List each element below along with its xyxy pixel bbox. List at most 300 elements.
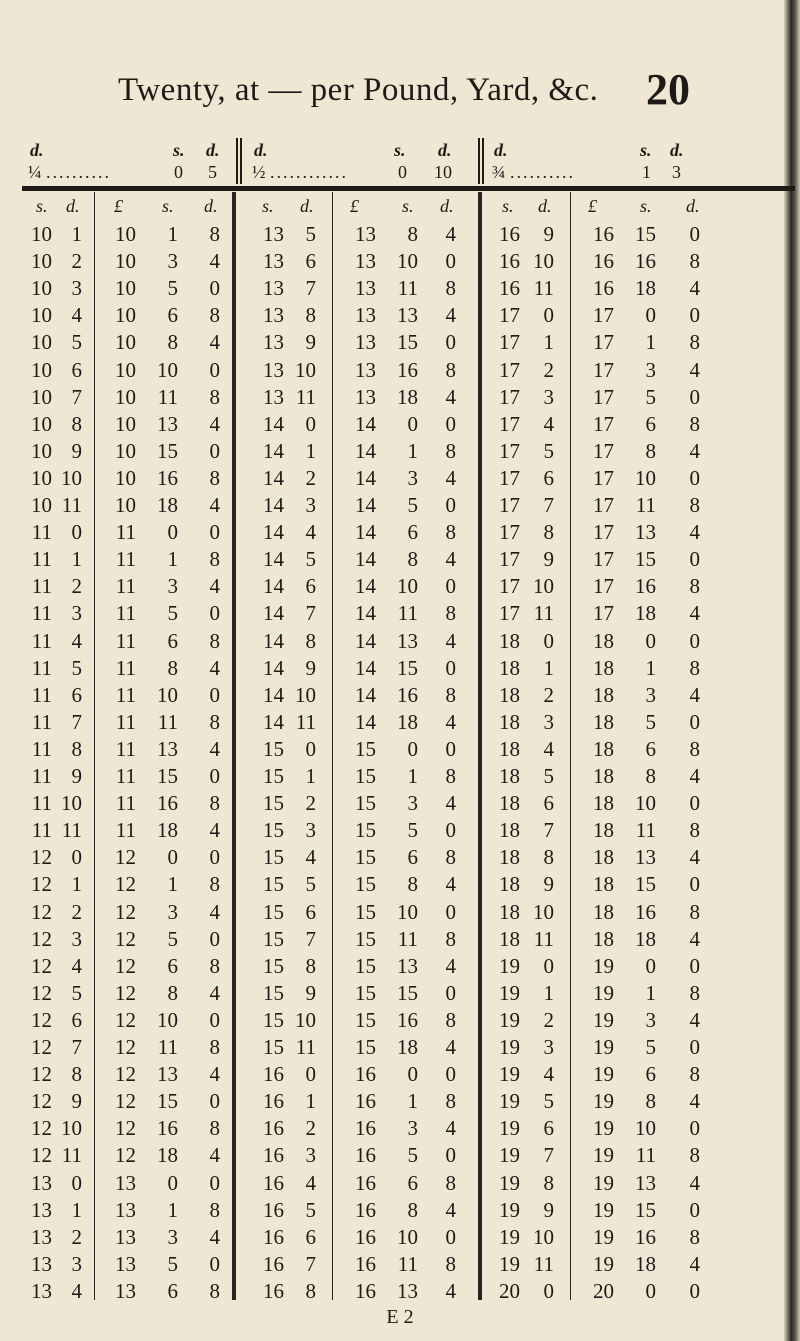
cell-s2: 8 [645, 1089, 656, 1114]
cell-d: 10 [295, 1007, 316, 1032]
column-rule [570, 192, 571, 1300]
cell-s2: 1 [407, 438, 418, 463]
cell-d: 11 [61, 493, 82, 517]
cell-s2: 18 [397, 384, 418, 409]
cell-s2: 5 [407, 493, 418, 517]
cell-pound: 12 [115, 1089, 136, 1114]
cell-pound: 16 [355, 1197, 376, 1222]
cell-s: 16 [263, 1224, 284, 1249]
cell-d: 8 [543, 845, 554, 870]
cell-s2: 18 [397, 1035, 418, 1059]
cell-s: 19 [499, 1224, 520, 1249]
cell-s2: 11 [397, 601, 418, 626]
cell-s: 17 [499, 384, 520, 409]
cell-pound: 14 [355, 628, 376, 653]
cell-s2: 3 [407, 791, 418, 816]
cell-s2: 8 [645, 438, 656, 463]
col-head-s: s. [502, 196, 514, 216]
cell-s: 12 [31, 1062, 52, 1087]
cell-pound: 12 [115, 1143, 136, 1168]
cell-d2: 0 [445, 493, 456, 517]
cell-pound: 13 [355, 357, 376, 382]
cell-s2: 18 [635, 1251, 656, 1276]
cell-pound: 16 [355, 1278, 376, 1303]
cell-d2: 0 [689, 709, 700, 734]
cell-d2: 4 [209, 249, 220, 274]
cell-d2: 8 [445, 1007, 456, 1032]
cell-d2: 4 [445, 1116, 456, 1141]
cell-d2: 0 [689, 872, 700, 897]
cell-s: 18 [499, 709, 520, 734]
cell-d2: 8 [689, 411, 700, 436]
cell-d2: 8 [209, 1278, 220, 1303]
cell-s: 14 [263, 682, 284, 707]
cell-d2: 0 [445, 1062, 456, 1087]
cell-s: 17 [499, 493, 520, 517]
cell-s2: 6 [407, 520, 418, 545]
cell-d2: 0 [689, 465, 700, 490]
block-divider [232, 192, 236, 1300]
cell-d: 4 [543, 736, 554, 761]
cell-pound: 10 [115, 249, 136, 274]
cell-s: 12 [31, 1089, 52, 1114]
cell-d2: 0 [689, 222, 700, 246]
cell-pound: 16 [593, 222, 614, 246]
cell-s: 17 [499, 357, 520, 382]
cell-s2: 0 [645, 1278, 656, 1303]
cell-pound: 19 [593, 1116, 614, 1141]
cell-d2: 4 [689, 682, 700, 707]
cell-pound: 16 [593, 276, 614, 301]
cell-pound: 18 [593, 655, 614, 680]
cell-d: 6 [305, 574, 316, 599]
cell-d2: 4 [445, 1278, 456, 1303]
cell-d: 7 [71, 1035, 82, 1059]
column-rule [94, 192, 95, 1300]
cell-d: 6 [305, 249, 316, 274]
cell-s: 17 [499, 411, 520, 436]
cell-d: 7 [71, 384, 82, 409]
cell-pound: 15 [355, 1035, 376, 1059]
cell-s: 11 [31, 736, 52, 761]
cell-s2: 13 [397, 303, 418, 328]
cell-pound: 15 [355, 1007, 376, 1032]
cell-d: 3 [305, 493, 316, 517]
cell-s: 20 [499, 1278, 520, 1303]
col-head-d2: d. [686, 196, 700, 216]
cell-s2: 3 [407, 465, 418, 490]
cell-s: 18 [499, 736, 520, 761]
cell-s: 10 [31, 493, 52, 517]
cell-s2: 8 [407, 547, 418, 572]
cell-s: 11 [31, 655, 52, 680]
cell-d: 6 [305, 1224, 316, 1249]
cell-s: 15 [263, 764, 284, 788]
col-head-pound: £ [350, 196, 359, 216]
col-head-d: d. [66, 196, 80, 216]
cell-pound: 10 [115, 357, 136, 382]
cell-pound: 15 [355, 818, 376, 843]
cell-d: 8 [305, 303, 316, 328]
cell-d: 5 [543, 1089, 554, 1114]
cell-d: 0 [71, 1170, 82, 1195]
cell-d: 2 [305, 1116, 316, 1141]
cell-d2: 8 [209, 222, 220, 246]
cell-s: 11 [31, 628, 52, 653]
cell-d2: 0 [209, 1007, 220, 1032]
cell-pound: 16 [355, 1251, 376, 1276]
cell-d: 5 [71, 330, 82, 355]
cell-s: 14 [263, 709, 284, 734]
cell-d2: 0 [445, 655, 456, 680]
cell-s: 14 [263, 574, 284, 599]
cell-pound: 14 [355, 465, 376, 490]
cell-pound: 13 [355, 303, 376, 328]
cell-pound: 19 [593, 1143, 614, 1168]
rate-divider [478, 138, 480, 184]
cell-s2: 11 [635, 818, 656, 843]
cell-d2: 0 [445, 1224, 456, 1249]
cell-d: 9 [71, 1089, 82, 1114]
cell-d: 7 [543, 493, 554, 517]
cell-s: 10 [31, 330, 52, 355]
cell-s: 12 [31, 899, 52, 924]
col-head-s2: s. [640, 196, 652, 216]
cell-s: 11 [31, 574, 52, 599]
cell-s2: 13 [397, 1278, 418, 1303]
cell-s2: 1 [407, 1089, 418, 1114]
cell-s: 16 [263, 1089, 284, 1114]
cell-d2: 8 [445, 682, 456, 707]
cell-s: 10 [31, 384, 52, 409]
cell-s2: 5 [167, 1251, 178, 1276]
cell-s2: 15 [157, 764, 178, 788]
cell-s2: 5 [645, 1035, 656, 1059]
cell-pound: 18 [593, 791, 614, 816]
cell-s: 11 [31, 764, 52, 788]
cell-pound: 18 [593, 764, 614, 788]
col-head-d2: d. [440, 196, 454, 216]
cell-d2: 4 [445, 791, 456, 816]
cell-d2: 8 [445, 926, 456, 951]
cell-pound: 19 [593, 953, 614, 978]
cell-s2: 11 [397, 276, 418, 301]
cell-d2: 8 [209, 1116, 220, 1141]
cell-s: 18 [499, 845, 520, 870]
cell-d: 1 [543, 980, 554, 1005]
cell-s: 19 [499, 980, 520, 1005]
cell-s: 15 [263, 791, 284, 816]
cell-s: 10 [31, 438, 52, 463]
cell-s: 19 [499, 1251, 520, 1276]
cell-s2: 5 [167, 276, 178, 301]
cell-s2: 8 [407, 222, 418, 246]
col-head-s2: s. [402, 196, 414, 216]
cell-s2: 0 [407, 736, 418, 761]
cell-s: 12 [31, 1116, 52, 1141]
cell-pound: 17 [593, 438, 614, 463]
cell-d: 11 [295, 709, 316, 734]
cell-d2: 4 [689, 357, 700, 382]
cell-pound: 10 [115, 330, 136, 355]
cell-d2: 4 [209, 574, 220, 599]
cell-d: 0 [543, 303, 554, 328]
cell-d: 8 [543, 520, 554, 545]
cell-s: 16 [263, 1062, 284, 1087]
cell-s: 13 [263, 357, 284, 382]
cell-s2: 10 [397, 574, 418, 599]
cell-d: 9 [543, 547, 554, 572]
cell-s: 18 [499, 682, 520, 707]
cell-s2: 16 [397, 1007, 418, 1032]
cell-d2: 4 [689, 438, 700, 463]
cell-pound: 17 [593, 601, 614, 626]
cell-d2: 4 [209, 899, 220, 924]
cell-d2: 4 [445, 222, 456, 246]
cell-pound: 10 [115, 276, 136, 301]
cell-d2: 0 [209, 1089, 220, 1114]
rate-value-s: 0 [174, 162, 183, 182]
cell-d: 5 [543, 438, 554, 463]
cell-s2: 13 [157, 1062, 178, 1087]
cell-pound: 14 [355, 601, 376, 626]
cell-d2: 4 [445, 1035, 456, 1059]
cell-d2: 4 [445, 303, 456, 328]
cell-pound: 17 [593, 384, 614, 409]
cell-d: 6 [305, 899, 316, 924]
cell-s: 13 [31, 1278, 52, 1303]
cell-s: 11 [31, 520, 52, 545]
rate-leader: .......... [510, 162, 575, 182]
col-head-pound: £ [588, 196, 597, 216]
cell-d: 4 [543, 411, 554, 436]
cell-s2: 11 [635, 1143, 656, 1168]
cell-pound: 14 [355, 438, 376, 463]
rate-label-d: d. [494, 140, 508, 160]
cell-s: 11 [31, 709, 52, 734]
col-head-d: d. [300, 196, 314, 216]
cell-pound: 14 [355, 682, 376, 707]
page-header [0, 65, 790, 120]
cell-s2: 1 [167, 222, 178, 246]
rate-quarter [26, 136, 234, 186]
cell-d: 10 [61, 1116, 82, 1141]
cell-s2: 16 [157, 1116, 178, 1141]
cell-pound: 18 [593, 899, 614, 924]
cell-pound: 15 [355, 953, 376, 978]
cell-s2: 5 [407, 818, 418, 843]
cell-pound: 14 [355, 574, 376, 599]
cell-d2: 4 [689, 520, 700, 545]
cell-pound: 19 [593, 1197, 614, 1222]
cell-s2: 6 [167, 1278, 178, 1303]
cell-s: 11 [31, 791, 52, 816]
cell-d: 2 [543, 682, 554, 707]
cell-s2: 10 [635, 791, 656, 816]
cell-d: 0 [71, 845, 82, 870]
cell-d: 10 [61, 791, 82, 816]
cell-d: 1 [71, 872, 82, 897]
cell-pound: 16 [355, 1143, 376, 1168]
cell-d2: 8 [209, 953, 220, 978]
cell-d2: 8 [445, 1251, 456, 1276]
cell-pound: 11 [115, 736, 136, 761]
signature-mark: E 2 [386, 1306, 414, 1328]
cell-d2: 0 [209, 845, 220, 870]
cell-s2: 13 [157, 736, 178, 761]
cell-d2: 8 [689, 574, 700, 599]
cell-d2: 8 [209, 547, 220, 572]
cell-s: 14 [263, 493, 284, 517]
cell-d2: 4 [689, 764, 700, 788]
cell-d2: 8 [689, 493, 700, 517]
cell-d: 11 [61, 818, 82, 843]
cell-d2: 4 [689, 1251, 700, 1276]
cell-s2: 11 [157, 384, 178, 409]
cell-d2: 8 [689, 330, 700, 355]
cell-s2: 5 [407, 1143, 418, 1168]
cell-s2: 0 [167, 1170, 178, 1195]
cell-s2: 5 [645, 709, 656, 734]
cell-pound: 17 [593, 357, 614, 382]
cell-s2: 16 [635, 249, 656, 274]
cell-d2: 0 [445, 411, 456, 436]
cell-pound: 12 [115, 899, 136, 924]
cell-d: 4 [543, 1062, 554, 1087]
cell-pound: 19 [593, 1089, 614, 1114]
cell-pound: 12 [115, 926, 136, 951]
cell-s: 16 [499, 249, 520, 274]
cell-d: 10 [533, 249, 554, 274]
cell-d2: 4 [209, 818, 220, 843]
cell-s2: 3 [167, 249, 178, 274]
cell-s: 14 [263, 411, 284, 436]
rate-label-d2: d. [206, 140, 220, 160]
cell-pound: 13 [115, 1224, 136, 1249]
cell-s2: 0 [645, 303, 656, 328]
cell-s2: 15 [635, 1197, 656, 1222]
cell-s: 13 [31, 1197, 52, 1222]
cell-pound: 12 [115, 1062, 136, 1087]
cell-s: 18 [499, 899, 520, 924]
cell-s2: 0 [407, 1062, 418, 1087]
cell-d2: 8 [209, 384, 220, 409]
cell-d: 9 [305, 980, 316, 1005]
rate-value-s: 1 [642, 162, 651, 182]
cell-pound: 13 [355, 330, 376, 355]
cell-pound: 16 [593, 249, 614, 274]
cell-d2: 8 [445, 1170, 456, 1195]
cell-pound: 11 [115, 709, 136, 734]
cell-s2: 16 [397, 357, 418, 382]
cell-d2: 4 [689, 1007, 700, 1032]
cell-d2: 0 [209, 276, 220, 301]
cell-d2: 0 [445, 1143, 456, 1168]
cell-pound: 13 [115, 1251, 136, 1276]
rate-label-s: s. [173, 140, 185, 160]
cell-s2: 10 [157, 357, 178, 382]
cell-s2: 8 [407, 872, 418, 897]
cell-s2: 10 [635, 1116, 656, 1141]
cell-d: 9 [71, 438, 82, 463]
cell-d: 3 [71, 1251, 82, 1276]
cell-pound: 11 [115, 520, 136, 545]
cell-d2: 4 [209, 736, 220, 761]
cell-s2: 10 [157, 1007, 178, 1032]
cell-d2: 8 [209, 303, 220, 328]
cell-pound: 10 [115, 303, 136, 328]
cell-d: 3 [543, 384, 554, 409]
cell-d2: 8 [689, 1062, 700, 1087]
cell-s: 12 [31, 1035, 52, 1059]
cell-d2: 0 [209, 520, 220, 545]
cell-s: 16 [263, 1197, 284, 1222]
cell-pound: 15 [355, 845, 376, 870]
cell-d: 9 [543, 222, 554, 246]
cell-d: 1 [305, 438, 316, 463]
cell-pound: 19 [593, 1007, 614, 1032]
cell-s2: 8 [645, 764, 656, 788]
cell-pound: 10 [115, 411, 136, 436]
cell-s2: 13 [397, 628, 418, 653]
cell-s2: 1 [167, 1197, 178, 1222]
col-head-s: s. [262, 196, 274, 216]
cell-d2: 4 [689, 1170, 700, 1195]
cell-s: 16 [263, 1116, 284, 1141]
cell-d2: 4 [209, 655, 220, 680]
cell-d2: 4 [209, 411, 220, 436]
cell-d2: 4 [209, 1062, 220, 1087]
cell-pound: 18 [593, 736, 614, 761]
cell-d2: 4 [445, 953, 456, 978]
cell-d: 5 [71, 980, 82, 1005]
cell-s2: 8 [167, 655, 178, 680]
cell-s: 14 [263, 547, 284, 572]
cell-s: 16 [263, 1251, 284, 1276]
cell-s2: 3 [407, 1116, 418, 1141]
cell-s2: 6 [167, 303, 178, 328]
cell-s: 11 [31, 682, 52, 707]
cell-d2: 0 [445, 818, 456, 843]
cell-pound: 17 [593, 574, 614, 599]
cell-d: 7 [543, 818, 554, 843]
cell-d2: 4 [689, 845, 700, 870]
cell-d: 6 [543, 465, 554, 490]
cell-pound: 11 [115, 601, 136, 626]
cell-d: 1 [71, 547, 82, 572]
cell-s2: 8 [407, 1197, 418, 1222]
cell-s: 15 [263, 926, 284, 951]
cell-s: 18 [499, 628, 520, 653]
cell-d: 7 [305, 601, 316, 626]
cell-d: 8 [543, 1170, 554, 1195]
cell-pound: 12 [115, 845, 136, 870]
cell-pound: 15 [355, 926, 376, 951]
cell-d: 5 [305, 1197, 316, 1222]
cell-s2: 5 [167, 601, 178, 626]
cell-pound: 15 [355, 791, 376, 816]
cell-s2: 1 [407, 764, 418, 788]
cell-d: 5 [71, 655, 82, 680]
cell-pound: 14 [355, 520, 376, 545]
cell-s: 17 [499, 303, 520, 328]
cell-s: 13 [31, 1170, 52, 1195]
cell-pound: 14 [355, 411, 376, 436]
rate-value-d: 10 [434, 162, 452, 182]
cell-pound: 12 [115, 1007, 136, 1032]
cell-s2: 6 [645, 411, 656, 436]
header-rule [22, 186, 795, 191]
